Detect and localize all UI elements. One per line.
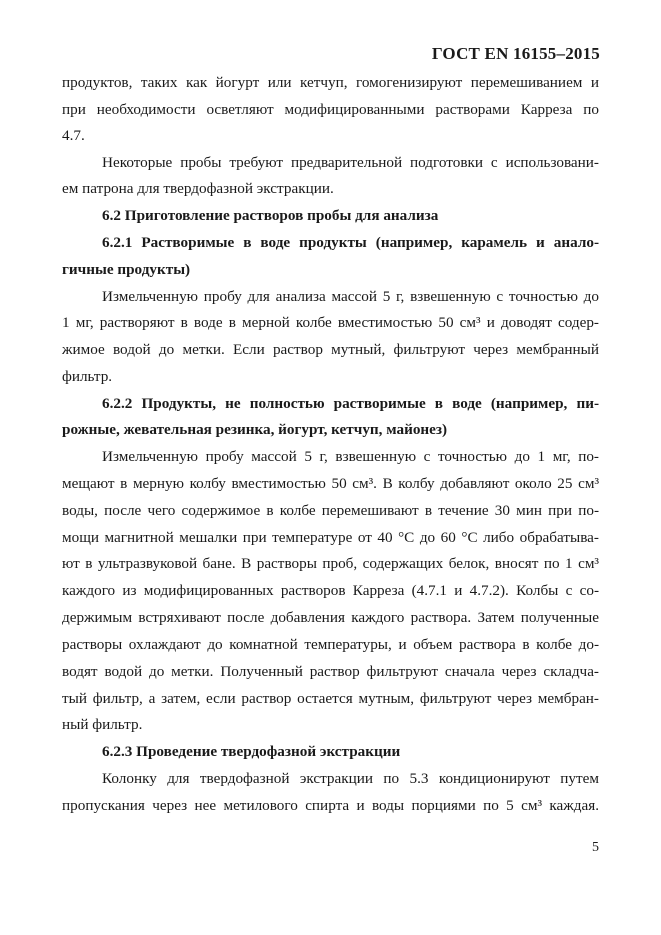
text-line: воды, после чего содержимое в колбе перемешивают в течение 30 мин при по- — [62, 502, 599, 519]
text-line: продуктов, таких как йогурт или кетчуп, гомогенизируют перемешиванием и — [62, 74, 599, 91]
text-line: каждого из модифицированных растворов Карреза (4.7.1 и 4.7.2). Колбы с со- — [62, 582, 599, 599]
document-code-header: ГОСТ EN 16155–2015 — [431, 44, 600, 63]
text-line: Измельченную пробу для анализа массой 5 г, взвешенную с точностью до — [102, 288, 599, 305]
text-line: ем патрона для твердофазной экстракции. — [62, 180, 334, 197]
text-line: фильтр. — [62, 368, 113, 385]
text-line: тый фильтр, а затем, если раствор остается мутным, фильтруют через мембран- — [62, 690, 599, 707]
subsection-heading: гичные продукты) — [62, 261, 191, 278]
page-number: 5 — [592, 840, 599, 855]
text-line: 4.7. — [62, 127, 85, 144]
section-heading: 6.2 Приготовление растворов пробы для анализа — [102, 207, 439, 224]
text-line: Колонку для твердофазной экстракции по 5.3 кондиционируют путем — [102, 770, 599, 787]
text-line: Измельченную пробу массой 5 г, взвешенную с точностью до 1 мг, по- — [102, 448, 599, 465]
text-line: ный фильтр. — [62, 716, 143, 733]
subsection-heading: 6.2.3 Проведение твердофазной экстракции — [102, 743, 401, 760]
text-line: жимое водой до метки. Если раствор мутный, фильтруют через мембранный — [62, 341, 599, 358]
text-line: мощи магнитной мешалки при температуре от 40 °С до 60 °С либо обрабатыва- — [62, 529, 599, 546]
text-line: держимым встряхивают после добавления каждого раствора. Затем полученные — [62, 609, 599, 626]
text-line: пропускания через нее метилового спирта и воды порциями по 5 см³ каждая. — [62, 797, 599, 814]
subsection-heading: рожные, жевательная резинка, йогурт, кетчуп, майонез) — [62, 421, 448, 438]
text-line: мещают в мерную колбу вместимостью 50 см³. В колбу добавляют около 25 см³ — [62, 475, 599, 492]
text-line: водят водой до метки. Полученный раствор фильтруют сначала через складча- — [62, 663, 599, 680]
text-line: Некоторые пробы требуют предварительной подготовки с использовани- — [102, 154, 599, 171]
subsection-heading: 6.2.1 Растворимые в воде продукты (например, карамель и анало- — [102, 234, 599, 251]
text-line: растворы охлаждают до комнатной температуры, и объем раствора в колбе до- — [62, 636, 599, 653]
text-line: ют в ультразвуковой бане. В растворы проб, содержащих белок, вносят по 1 см³ — [62, 555, 599, 572]
text-line: при необходимости осветляют модифицированными растворами Карреза по — [62, 101, 599, 118]
subsection-heading: 6.2.2 Продукты, не полностью растворимые в воде (например, пи- — [102, 395, 599, 412]
text-line: 1 мг, растворяют в воде в мерной колбе вместимостью 50 см³ и доводят содер- — [62, 314, 599, 331]
